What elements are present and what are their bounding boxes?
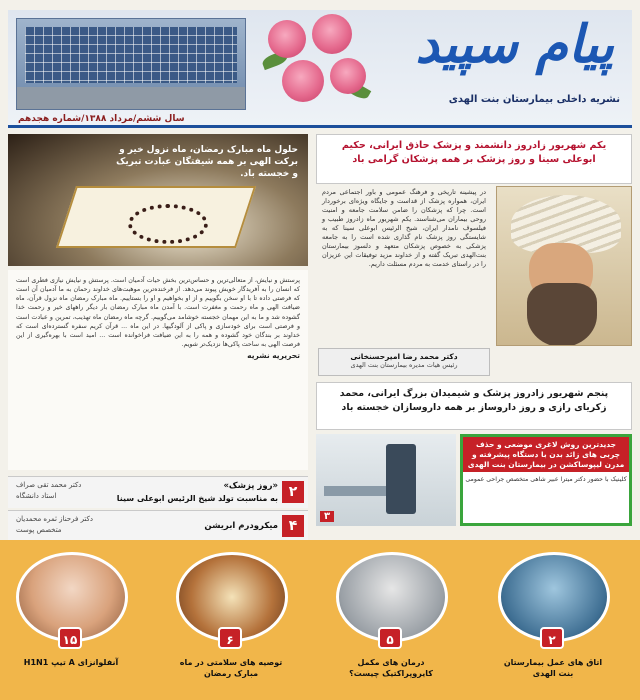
newsletter-title: پیام سپید [415,14,614,75]
toc-author-role: متخصص پوست [16,526,62,534]
ramadan-caption: حلول ماه مبارک رمضان، ماه نزول خیر و برکت الهی بر همه شیفتگان عبادت تبریک و خجسته باد. [116,145,298,180]
bottom-label: آنفلوانزای A تیپ H1N1 [23,658,119,667]
toc-author-role: استاد دانشگاه [16,492,57,500]
toc-subtitle: به مناسبت تولد شیخ الرئیس ابوعلی سینا [116,494,278,503]
toc-author: دکتر محمد تقی صراف [16,481,82,489]
quran-image [8,134,308,266]
toc-item[interactable] [8,476,308,508]
avicenna-article: در پیشینه تاریخی و فرهنگ عمومی و باور اجتماعی مردم ایران، همواره پزشک از قداست و جایگاه ویژه‌ای برخوردار است. چرا که پزشکان را ضامن سلامت جامعه و امنیت روحی بیماران می‌شناسند. یکم شهریور ماه زادروز طبیب و فیلسوف نامدار ایران، شیخ الرئیس ابوعلی سینا که به شایستگی روز پزشک نام گذاری شده است را به جامعه پزشکی به خصوص پزشکان متعهد و دلسوز بیمارستان بنت‌الهدی تبریک گفته و از خداوند مزید توفیقات این عزیزان را در راستای خدمت به مردم مسئلت داریم. [322,188,486,268]
masthead [8,10,632,128]
equip-page-number: ۳ [320,511,334,522]
bottom-page-number: ۶ [218,627,242,649]
hospital-building-image [16,18,246,110]
razi-headline: پنجم شهریور زادروز پزشک و شیمیدان بزرگ ایرانی، محمد زکریای رازی و روز داروساز بر همه داروسازان خجسته باد [316,382,632,430]
editorial-sign: تحریریه نشریه [247,351,300,360]
author-role: رئیس هیات مدیره بیمارستان بنت الهدی [350,361,458,369]
bottom-page-number: ۲ [540,627,564,649]
article-author [318,348,490,376]
author-name: دکتر محمد رضا امیرحسنخانی [350,352,458,361]
bottom-label: درمان های مکمل کایروپراکتیک چیست؟ [349,658,433,678]
ad-subtitle: کلینیک با حضور دکتر میترا عبیر شاهی متخصص جراحی عمومی [465,476,627,484]
editorial [8,270,308,470]
toc-item[interactable] [8,510,308,542]
liposuction-equipment-image [316,434,456,526]
toc-author: دکتر فرحناز ثمره محمدیان [16,515,93,523]
liposuction-ad[interactable] [460,434,632,526]
bottom-page-number: ۵ [378,627,402,649]
bottom-label: توصیه های سلامتی در ماه مبارک رمضان [179,658,283,678]
toc-title: «روز پزشک» [223,481,278,491]
avicenna-headline: یکم شهریور زادروز دانشمند و پزشک حاذق ایرانی، حکیم ابوعلی سینا و روز پزشک بر همه پزشکان گرامی باد [316,134,632,184]
issue-info: سال ششم/مرداد ۱۳۸۸/شماره هجدهم [18,114,185,124]
editorial-text: پرستش و نیایش، از متعالی‌ترین و حساس‌ترین بخش حیات آدمیان است. پرستش و نیایش نیازی فطری است که انسان را به آفریدگار خویش پیوند می‌دهد. از فرخنده‌ترین موهبت‌های خداوند رحمان به ما آدمیان آن است که فرصتی داده تا با او سخن بگوییم و از او بخواهیم و او را بستاییم. ماه مبارک رمضان ماه نزول قرآن، ماه ضیافت الهی و ماه رحمت و مغفرت است. با آمدن ماه مبارک رمضان بار دیگر راههای خیر و رحمت خدا گشوده شد و ما به این مهمان خجسته خوشامد می‌گوییم. گرچه ماه رمضان ماه تهذیب، تمرین و عبادت است و فرصتی است برای خودسازی و پاکی از آلودگیها. در این ماه ... قرآن کریم سفره گسترده‌ای است که خداوند بر بندگان خود گشوده و همه را به این ضیافت فراخوانده است ... امید است با بهره‌گیری از این فرصت الهی به ساحت پاکی‌ها نزدیک‌تر شویم. [16,277,300,348]
avicenna-portrait [496,186,632,346]
toc-title: میکرودرم ابریشن [204,521,278,531]
bottom-label: اتاق های عمل بیمارستان بنت الهدی [503,658,603,678]
ad-title: جدیدترین روش لاغری موضعی و حذف چربی های زائد بدن با دستگاه پیشرفته و مدرن لیپوساکشن در بیمارستان بنت الهدی [463,437,629,472]
newsletter-subtitle: نشریه داخلی بیمارستان بنت الهدی [448,94,620,105]
bottom-page-number: ۱۵ [58,627,82,649]
toc-page-number: ۴ [282,515,304,537]
toc-page-number: ۲ [282,481,304,503]
roses-image [258,14,378,114]
